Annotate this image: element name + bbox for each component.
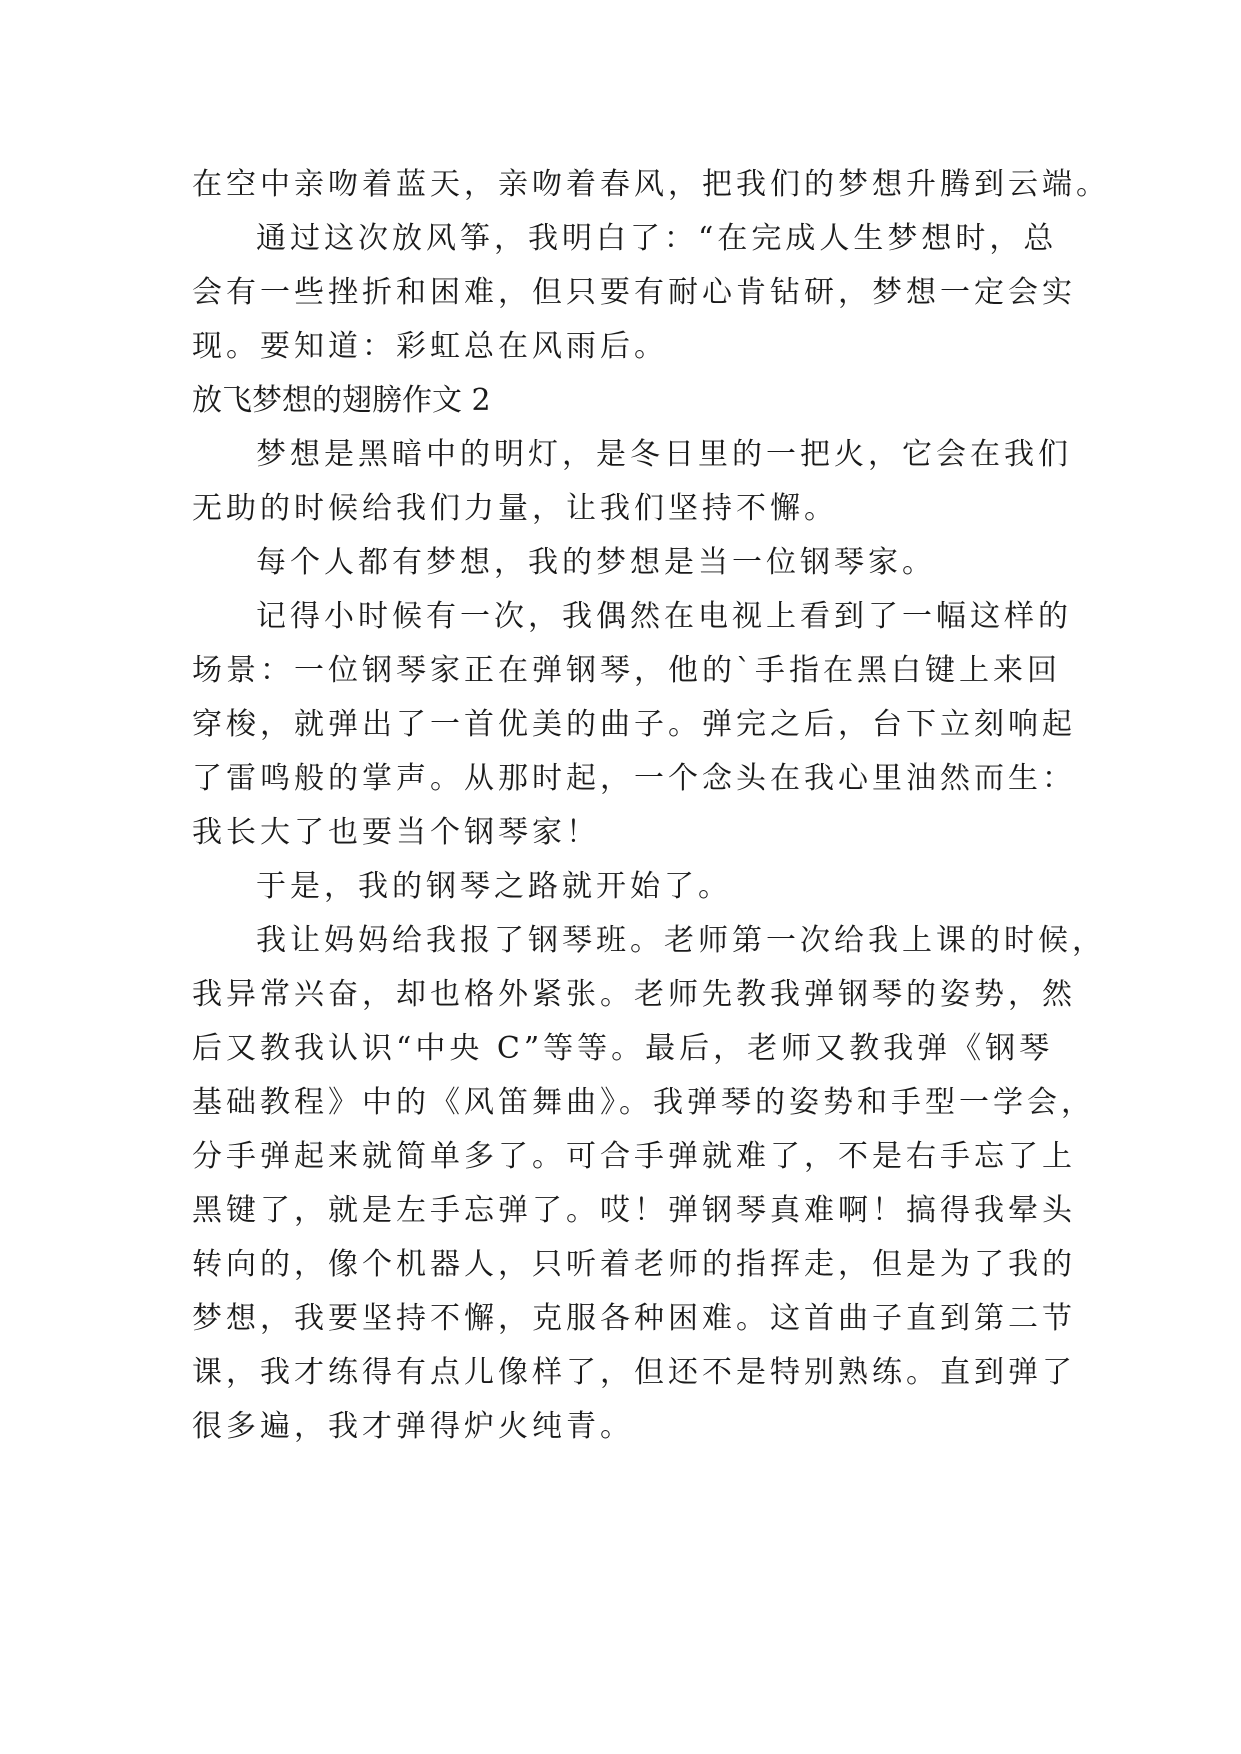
paragraph-line: 了雷鸣般的掌声。从那时起，一个念头在我心里油然而生：: [192, 761, 1076, 796]
paragraph-line: 每个人都有梦想，我的梦想是当一位钢琴家。: [256, 545, 936, 580]
paragraph-line: 黑键了，就是左手忘弹了。哎！弹钢琴真难啊！搞得我晕头: [192, 1193, 1076, 1228]
paragraph-line: 现。要知道：彩虹总在风雨后。: [192, 329, 668, 364]
paragraph-line: 于是，我的钢琴之路就开始了。: [256, 869, 732, 904]
paragraph-line: 课，我才练得有点儿像样了，但还不是特别熟练。直到弹了: [192, 1355, 1076, 1390]
paragraph-line: 梦想，我要坚持不懈，克服各种困难。这首曲子直到第二节: [192, 1301, 1076, 1336]
paragraph-line: 后又教我认识“中央 C”等等。最后，老师又教我弹《钢琴: [192, 1031, 1054, 1066]
section-heading: 放飞梦想的翅膀作文 2: [192, 383, 491, 418]
paragraph-line: 场景：一位钢琴家正在弹钢琴，他的`手指在黑白键上来回: [192, 653, 1061, 688]
paragraph-line: 穿梭，就弹出了一首优美的曲子。弹完之后，台下立刻响起: [192, 707, 1076, 742]
paragraph-line: 我异常兴奋，却也格外紧张。老师先教我弹钢琴的姿势，然: [192, 977, 1076, 1012]
paragraph-line: 转向的，像个机器人，只听着老师的指挥走，但是为了我的: [192, 1247, 1076, 1282]
paragraph-line: 在空中亲吻着蓝天，亲吻着春风，把我们的梦想升腾到云端。: [192, 167, 1110, 202]
paragraph-line: 我让妈妈给我报了钢琴班。老师第一次给我上课的时候，: [256, 923, 1106, 958]
paragraph-line: 基础教程》中的《风笛舞曲》。我弹琴的姿势和手型一学会，: [192, 1085, 1095, 1120]
paragraph-line: 无助的时候给我们力量，让我们坚持不懈。: [192, 491, 838, 526]
paragraph-line: 梦想是黑暗中的明灯，是冬日里的一把火，它会在我们: [256, 437, 1072, 472]
paragraph-line: 会有一些挫折和困难，但只要有耐心肯钻研，梦想一定会实: [192, 275, 1076, 310]
document-page: [192, 158, 1110, 1454]
paragraph-line: 记得小时候有一次，我偶然在电视上看到了一幅这样的: [256, 599, 1072, 634]
paragraph-line: 通过这次放风筝，我明白了：“在完成人生梦想时，总: [256, 221, 1058, 256]
paragraph-line: 很多遍，我才弹得炉火纯青。: [192, 1409, 634, 1444]
paragraph-line: 我长大了也要当个钢琴家！: [192, 815, 600, 850]
paragraph-line: 分手弹起来就简单多了。可合手弹就难了，不是右手忘了上: [192, 1139, 1076, 1174]
